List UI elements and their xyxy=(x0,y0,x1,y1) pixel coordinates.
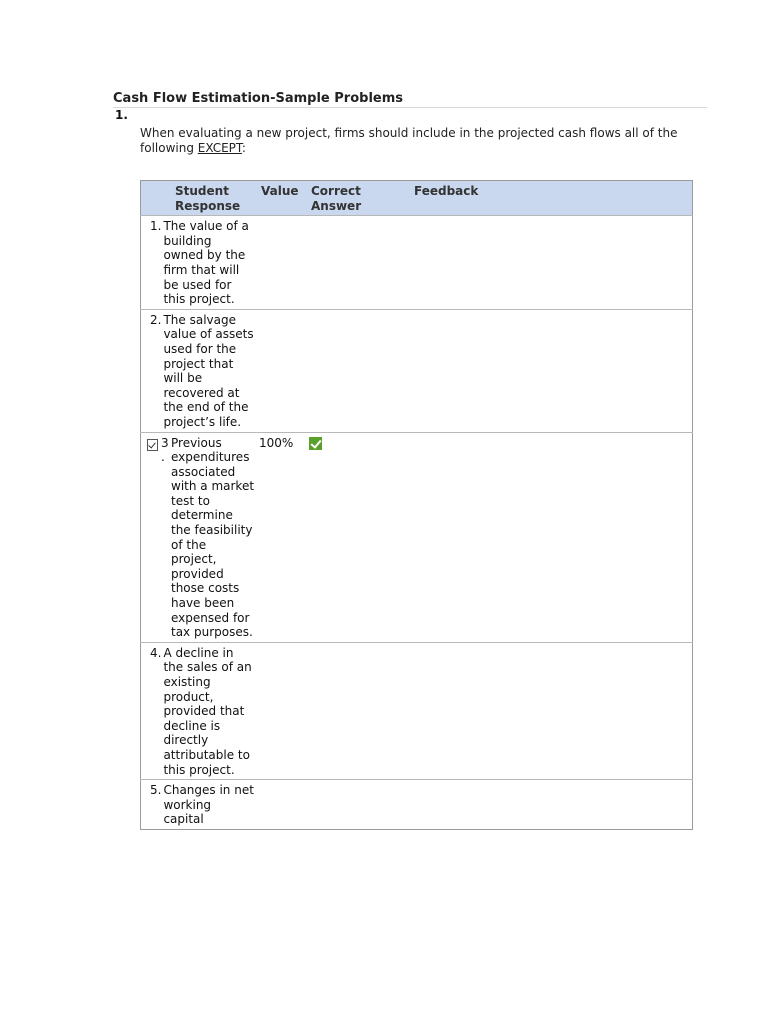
row-value xyxy=(257,780,307,830)
question-text-before: When evaluating a new project, firms should include in the projected cash flows all of the following xyxy=(140,126,678,155)
row-number: 1. xyxy=(150,219,162,234)
table-row xyxy=(141,216,693,310)
question-text xyxy=(140,126,700,156)
row-correct xyxy=(307,642,410,779)
row-response-cell xyxy=(150,309,257,432)
row-response-text: A decline in the sales of an existing product, provided that decline is directly attributable to this project. xyxy=(163,645,252,777)
row-response-cell xyxy=(150,642,257,779)
checkbox-icon xyxy=(147,439,158,451)
table-header-row xyxy=(141,181,693,216)
check-icon xyxy=(309,437,322,450)
row-response-text: Previous expenditures associated with a market test to determine the feasibility of the project, provided those costs have been expensed for tax purposes. xyxy=(171,435,255,640)
row-feedback xyxy=(410,642,693,779)
row-number: 4. xyxy=(150,645,162,660)
row-value: 100% xyxy=(257,432,307,642)
row-mark-cell xyxy=(141,432,172,642)
row-response-cell xyxy=(150,216,257,310)
question-emphasis: EXCEPT xyxy=(197,141,242,155)
table-row xyxy=(141,309,693,432)
table-row xyxy=(141,780,693,830)
row-value xyxy=(257,642,307,779)
row-response-cell xyxy=(150,780,257,830)
row-correct xyxy=(307,780,410,830)
header-mark-column xyxy=(141,181,172,216)
row-number: 2. xyxy=(150,312,162,327)
row-feedback xyxy=(410,780,693,830)
header-value: Value xyxy=(261,184,299,198)
row-correct xyxy=(307,309,410,432)
row-number-suffix: . xyxy=(161,449,165,464)
row-feedback xyxy=(410,432,693,642)
row-response-text: The salvage value of assets used for the project that will be recovered at the end of the project’s life. xyxy=(163,312,254,429)
header-correct-answer: Correct Answer xyxy=(311,184,362,213)
row-feedback xyxy=(410,216,693,310)
row-number: 3 xyxy=(161,435,169,450)
row-response-text: The value of a building owned by the firm that will be used for this project. xyxy=(163,219,249,307)
row-response-cell xyxy=(171,432,257,642)
response-table xyxy=(140,180,693,830)
question-number: 1. xyxy=(115,108,128,122)
table-row xyxy=(141,642,693,779)
row-value xyxy=(257,216,307,310)
page-title: Cash Flow Estimation-Sample Problems xyxy=(113,91,707,108)
header-student-response: Student Response xyxy=(175,184,241,213)
question-text-after: : xyxy=(241,141,246,155)
row-response-text: Changes in net working capital xyxy=(163,783,254,827)
header-feedback: Feedback xyxy=(414,184,479,198)
row-value xyxy=(257,309,307,432)
row-correct xyxy=(307,432,410,642)
row-number: 5. xyxy=(150,783,162,798)
table-row-selected xyxy=(141,432,693,642)
row-feedback xyxy=(410,309,693,432)
row-correct xyxy=(307,216,410,310)
